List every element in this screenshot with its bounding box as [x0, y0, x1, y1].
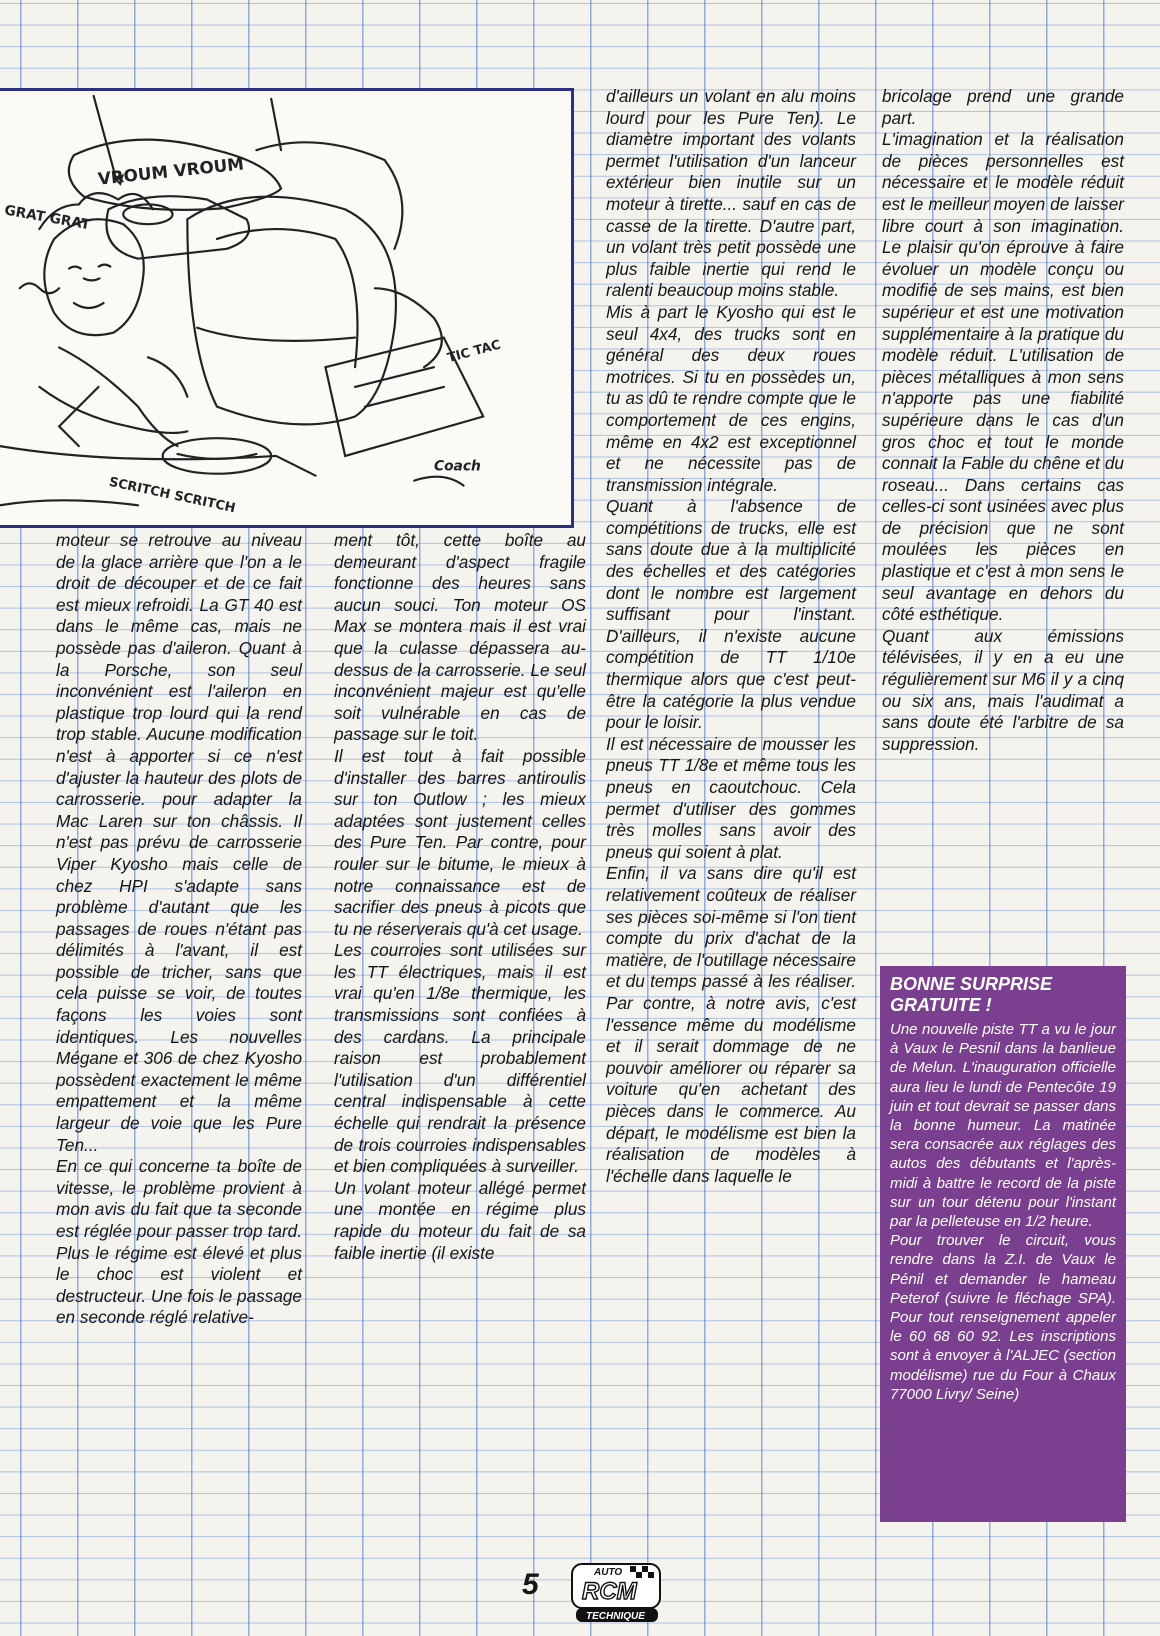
text-column-1	[56, 530, 302, 1329]
paragraph: Un volant moteur allégé permet une montée en régime plus rapide du moteur du fait de sa faible inertie (il existe	[334, 1177, 586, 1263]
paragraph: Quant à l'absence de compétitions de trucks, elle est sans doute due à la multiplicité des échelles et des catégories dont le nombre est largement suffisant pour l'instant. D'ailleurs, il n'existe aucune compétition de TT 1/10e thermique alors que c'est peut-être la catégorie la plus vendue pour le loisir.	[606, 496, 856, 733]
sfx-grat-text: GRAT GRAT	[3, 202, 92, 234]
text-column-2	[334, 530, 586, 1264]
paragraph: En ce qui concerne ta boîte de vitesse, le problème provient à mon avis du fait que ta seconde est réglée pour passer trop tard. Plus le régime est élevé et plus le choc est violent et destructeur. Une fois le passage en seconde réglé relative-	[56, 1156, 302, 1328]
sidebar-box	[880, 966, 1126, 1522]
magazine-logo	[570, 1556, 662, 1626]
paragraph: bricolage prend une grande part.	[882, 86, 1124, 128]
paragraph: L'imagination et la réalisation de pièces personnelles est nécessaire et le modèle réduit est le meilleur moyen de laisser libre court à son imagination. Le plaisir qu'on éprouve à faire évoluer un modèle conçu ou modifié de ses mains, est bien supérieur et est une motivation supplémentaire à la pratique du modèle réduit. L'utilisation de pièces métalliques à mon sens n'apporte pas une fiabilité supérieure dans le cas d'un gros choc et tout le monde connait la Fable du chêne et du roseau... Dans certains cas celles-ci sont usinées avec plus de précision que ne sont moulées les pièces en plastique et c'est à mon sens le seul avantage en dehors du côté esthétique.	[882, 129, 1124, 625]
paragraph: Enfin, il va sans dire qu'il est relativement coûteux de réaliser ses pièces soi-même si l'on tient compte du prix d'achat de la matière, de l'outillage nécessaire et du temps passé à les réaliser. Par contre, à notre avis, c'est l'essence même du modélisme et il serait dommage de ne pouvoir améliorer ou réparer sa voiture qu'en achetant des pièces dans le commerce. Au départ, le modélisme est bien la réalisation de modèles à l'échelle dans laquelle le	[606, 863, 856, 1186]
paragraph: Quant aux émissions télévisées, il y en a eu une régulièrement sur M6 il y a cinq ou six ans, mais l'audimat a sans doute été l'arbitre de sa suppression.	[882, 625, 1124, 754]
text-column-4	[882, 86, 1124, 755]
paragraph: moteur se retrouve au niveau de la glace arrière que l'on a le droit de découper et de ce fait est mieux refroidi. La GT 40 est dans le même cas, mais ne possède pas d'aileron. Quant à la Porsche, son seul inconvénient est l'aileron en plastique trop lourd qui la rend trop stable. Aucune modification n'est à apporter si ce n'est d'ajuster la hauteur des plots de carrosserie. pour adapter la Mac Laren sur ton châssis. Il n'est pas prévu de carrosserie Viper Kyosho mais celle de chez HPI s'adapte sans problème d'autant que les passages de roues n'étant pas délimités à l'avant, il est possible de tricher, sans que cela puisse se voir, de toutes façons les voies sont identiques. Les nouvelles Mégane et 306 de chez Kyosho possèdent exactement le même empattement et la même largeur de voie que les Pure Ten...	[56, 530, 302, 1155]
text-column-3	[606, 86, 856, 1187]
paragraph: Il est tout à fait possible d'installer des barres antiroulis sur ton Outlow ; les mieux adaptées sont justement celles des Pure Ten. Par contre, pour rouler sur le bitume, le mieux à notre connaissance est de sacrifier des pneus à picots que tu ne réserverais qu'à cet usage.	[334, 745, 586, 939]
logo-top-text: AUTO	[594, 1567, 623, 1578]
paragraph: Il est nécessaire de mousser les pneus TT 1/8e et même tous les pneus en caoutchouc. Cela permet d'utiliser des gommes très molles sans avoir des pneus qui soient à plat.	[606, 733, 856, 862]
logo-bottom-text: TECHNIQUE	[586, 1611, 645, 1622]
cartoon-illustration	[0, 88, 574, 528]
sfx-vroum-text: VROUM VROUM	[96, 153, 245, 189]
sidebar-title: BONNE SURPRISE GRATUITE !	[890, 974, 1053, 1015]
sfx-scritch-text: SCRITCH SCRITCH	[107, 474, 237, 517]
paragraph: Les courroies sont utilisées sur les TT électriques, mais il est vrai qu'en 1/8e thermique, les transmissions sont confiées à des cardans. La principale raison est probablement l'utilisation d'un différentiel central indispensable à cette échelle qui rendrait la présence de trois courroies indispensables et bien compliquées à surveiller.	[334, 940, 586, 1177]
cartoon-drawing	[0, 91, 571, 525]
sidebar-paragraph: Une nouvelle piste TT a vu le jour à Vaux le Pesnil dans la banlieue de Melun. L'inauguration officielle aura lieu le lundi de Pentecôte 19 juin et tout devrait se passer dans la bonne humeur. La matinée sera consacrée aux réglages des autos des débutants et l'après-midi à battre le record de la piste sur un tour détenu pour l'instant par la pelleteuse en 1/2 heure.	[890, 1021, 1116, 1231]
logo-main-text: RCM	[582, 1578, 637, 1605]
sfx-tic-text: TIC TAC	[445, 337, 503, 367]
paragraph: ment tôt, cette boîte au demeurant d'aspect fragile fonctionne des heures sans aucun souci. Ton moteur OS Max se montera mais il est vrai que la culasse dépassera au-dessus de la carrosserie. Le seul inconvénient majeur est qu'elle soit vulnérable en cas de passage sur le toit.	[334, 530, 586, 745]
artist-signature: Coach	[433, 458, 481, 475]
sidebar-paragraph: Pour trouver le circuit, vous rendre dans la Z.I. de Vaux le Pénil et demander le hameau Peterof (suivre le fléchage SPA). Pour tout renseignement appeler le 60 68 60 92. Les inscriptions sont à envoyer à l'ALJEC (section modélisme) rue du Four à Chaux 77000 Livry/ Seine)	[890, 1232, 1116, 1403]
paragraph: Mis à part le Kyosho qui est le seul 4x4, des trucks sont en général des deux roues motrices. Si tu en possèdes un, tu as dû te rendre compte que le comportement de ces engins, même en 4x2 est exceptionnel et ne nécessite pas de transmission intégrale.	[606, 301, 856, 495]
page-number: 5	[522, 1568, 539, 1601]
paragraph: d'ailleurs un volant en alu moins lourd pour les Pure Ten). Le diamètre important des volants permet l'utilisation d'un lanceur extérieur bien inutile sur un moteur à tirette... sauf en cas de casse de la tirette. D'autre part, un volant très petit possède une plus faible inertie qui rend le ralenti beaucoup moins stable.	[606, 86, 856, 301]
